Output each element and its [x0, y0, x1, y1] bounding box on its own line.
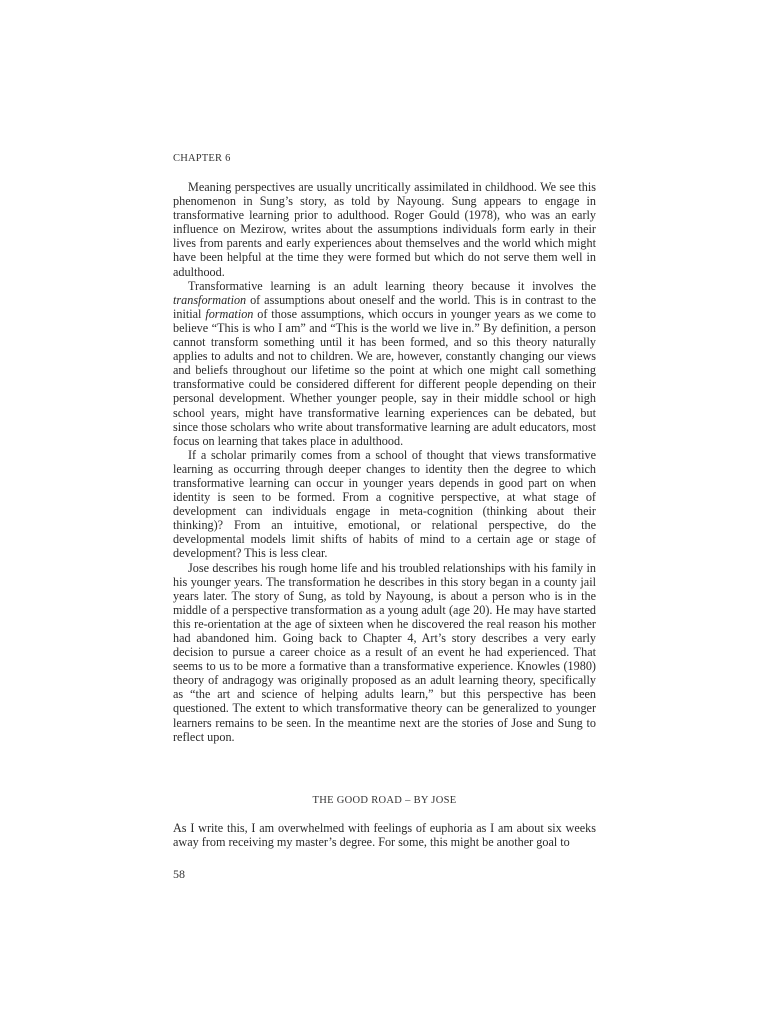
running-head: CHAPTER 6 — [173, 153, 231, 164]
page-number: 58 — [173, 867, 185, 881]
section-text — [173, 821, 596, 850]
emphasis-transformation: transformation — [173, 292, 247, 307]
paragraph-1: Meaning perspectives are usually uncritically assimilated in childhood. We see this phenomenon in Sung’s story, as told by Nayoung. Sung appears to engage in transformative learning prior to adulthood. Roger Gould (1978), who was an early influence on Mezirow, writes about the assumptions individuals form early in their lives from parents and early experiences about themselves and the world which might have been helpful at the time they were formed but which do not serve them well in adulthood. — [173, 180, 596, 279]
paragraph-2 — [173, 279, 596, 448]
paragraph-2-part-c: of those assumptions, which occurs in younger years as we come to believe “This is who I am” and “This is the world we live in.” By definition, a person cannot transform something until it has been formed, and so this theory naturally applies to adults and not to children. We are, however, constantly changing our views and beliefs throughout our lifetime so the point at which one might call something transformative could be considered different for different people depending on their personal development. Whether younger people, say in their middle school or high school years, might have transformative learning experiences can be debated, but since those scholars who write about transformative learning are adult educators, most focus on learning that takes place in adulthood. — [173, 306, 596, 448]
paragraph-3: If a scholar primarily comes from a school of thought that views transformative learning as occurring through deeper changes to identity then the degree to which transformative learning can occur in younger years depends in good part on when identity is seen to be formed. From a cognitive perspective, at what stage of development can individuals engage in meta-cognition (thinking about their thinking)? From an intuitive, emotional, or relational perspective, do the developmental models limit shifts of habits of mind to a certain age or stage of development? This is less clear. — [173, 447, 596, 561]
section-title: THE GOOD ROAD – BY JOSE — [312, 795, 457, 806]
emphasis-formation: formation — [205, 306, 254, 321]
paragraph-2-part-b: of assumptions about oneself and the world. This is in contrast to the initial — [173, 292, 596, 321]
paragraph-2-part-a: Transformative learning is an adult learning theory because it involves the — [188, 278, 596, 293]
body-text — [173, 180, 596, 744]
section-paragraph: As I write this, I am overwhelmed with feelings of euphoria as I am about six weeks away from receiving my master’s degree. For some, this might be another goal to — [173, 821, 596, 850]
paragraph-4: Jose describes his rough home life and his troubled relationships with his family in his younger years. The transformation he describes in this story began in a county jail years later. The story of Sung, as told by Nayoung, is about a person who is in the middle of a perspective transformation as a young adult (age 20). He may have started this re-orientation at the age of sixteen when he discovered the real reason his mother had abandoned him. Going back to Chapter 4, Art’s story describes a very early decision to pursue a career choice as a result of an event he had experienced. That seems to us to be more a formative than a transformative experience. Knowles (1980) theory of andragogy was originally proposed as an adult learning theory, specifically as “the art and science of helping adults learn,” but this perspective has been questioned. The extent to which transformative theory can be generalized to younger learners remains to be seen. In the meantime next are the stories of Jose and Sung to reflect upon. — [173, 560, 596, 744]
